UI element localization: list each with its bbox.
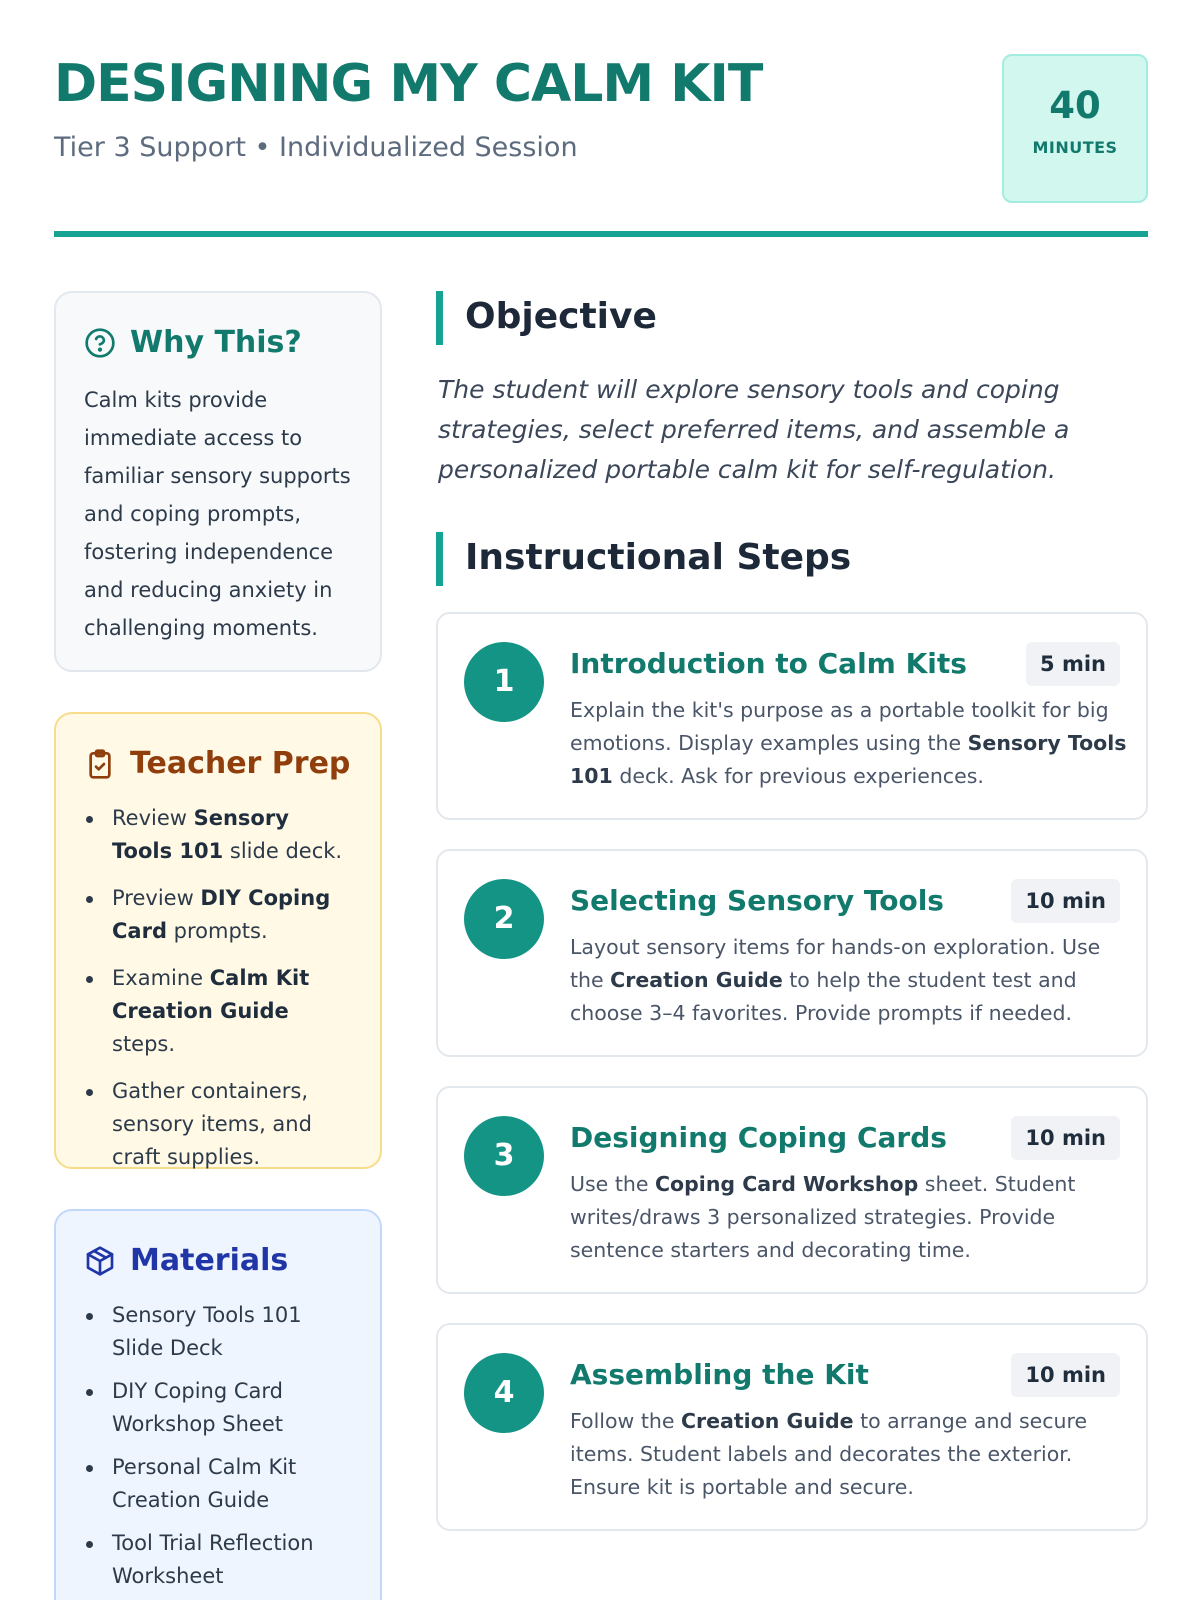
clipboard-check-icon bbox=[84, 748, 116, 780]
duration-value: 40 bbox=[1049, 84, 1101, 127]
question-circle-icon bbox=[84, 327, 116, 359]
list-item: Preview DIY Coping Card prompts. bbox=[84, 882, 354, 948]
step-time-badge: 10 min bbox=[1011, 879, 1120, 923]
list-item: DIY Coping Card Workshop Sheet bbox=[84, 1375, 354, 1441]
main-content bbox=[436, 0, 1148, 1600]
page-subtitle: Tier 3 Support • Individualized Session bbox=[54, 132, 578, 163]
step-card-2 bbox=[436, 849, 1148, 1057]
why-this-text: Calm kits provide immediate access to familiar sensory supports and coping prompts, fostering independence and reducing anxiety in challenging moments. bbox=[84, 388, 351, 640]
materials-card bbox=[54, 1209, 382, 1600]
step-title: Selecting Sensory Tools bbox=[570, 884, 944, 917]
why-this-card bbox=[54, 291, 382, 672]
list-item: Examine Calm Kit Creation Guide steps. bbox=[84, 962, 354, 1061]
step-description: Layout sensory items for hands-on exploration. Use the Creation Guide to help the student test and choose 3–4 favorites. Provide prompts if needed. bbox=[570, 935, 1101, 1025]
step-number: 3 bbox=[464, 1116, 544, 1196]
step-time-badge: 10 min bbox=[1011, 1116, 1120, 1160]
objective-heading: Objective bbox=[436, 291, 657, 345]
list-item: Gather containers, sensory items, and craft supplies. bbox=[84, 1075, 354, 1174]
box-icon bbox=[84, 1245, 116, 1277]
step-number: 4 bbox=[464, 1353, 544, 1433]
step-description: Use the Coping Card Workshop sheet. Student writes/draws 3 personalized strategies. Provide sentence starters and decorating time. bbox=[570, 1172, 1076, 1262]
list-item: Personal Calm Kit Creation Guide bbox=[84, 1451, 354, 1517]
list-item: Review Sensory Tools 101 slide deck. bbox=[84, 802, 354, 868]
teacher-prep-title: Teacher Prep bbox=[130, 746, 351, 781]
teacher-prep-card bbox=[54, 712, 382, 1169]
page-title: DESIGNING MY CALM KIT bbox=[54, 54, 763, 114]
step-card-3 bbox=[436, 1086, 1148, 1294]
list-item: Tool Trial Reflection Worksheet bbox=[84, 1527, 354, 1593]
materials-title: Materials bbox=[130, 1243, 289, 1278]
step-time-badge: 10 min bbox=[1011, 1353, 1120, 1397]
materials-heading bbox=[84, 1241, 354, 1281]
why-this-heading bbox=[84, 323, 354, 363]
list-item: Sensory Tools 101 Slide Deck bbox=[84, 1299, 354, 1365]
step-title: Introduction to Calm Kits bbox=[570, 647, 967, 680]
lesson-page bbox=[54, 0, 1148, 1600]
step-time-badge: 5 min bbox=[1026, 642, 1120, 686]
teacher-prep-list bbox=[84, 802, 354, 1174]
materials-list bbox=[84, 1299, 354, 1593]
instructional-steps-heading: Instructional Steps bbox=[436, 532, 851, 586]
step-card-1 bbox=[436, 612, 1148, 820]
teacher-prep-heading bbox=[84, 744, 354, 784]
why-this-title: Why This? bbox=[130, 325, 302, 360]
step-number: 2 bbox=[464, 879, 544, 959]
step-number: 1 bbox=[464, 642, 544, 722]
step-card-4 bbox=[436, 1323, 1148, 1531]
step-title: Assembling the Kit bbox=[570, 1358, 869, 1391]
objective-text: The student will explore sensory tools and coping strategies, select preferred items, and assemble a personalized portable calm kit for self-regulation. bbox=[438, 375, 1070, 484]
duration-unit: MINUTES bbox=[1032, 138, 1118, 157]
step-description: Follow the Creation Guide to arrange and secure items. Student labels and decorates the exterior. Ensure kit is portable and secure. bbox=[570, 1409, 1088, 1499]
step-description: Explain the kit's purpose as a portable toolkit for big emotions. Display examples using the Sensory Tools 101 deck. Ask for previous experiences. bbox=[570, 698, 1127, 788]
step-title: Designing Coping Cards bbox=[570, 1121, 947, 1154]
